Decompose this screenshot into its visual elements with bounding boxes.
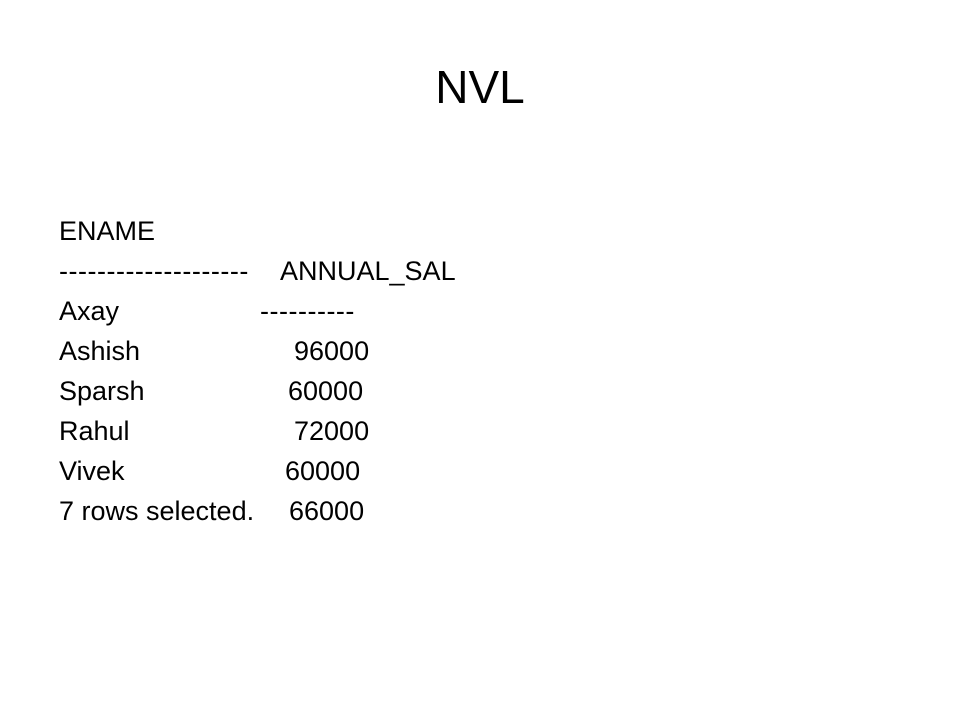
annual-sal-cell: 96000 [294,336,370,366]
ename-cell: Rahul [59,416,130,446]
column-header-annual-sal: ANNUAL_SAL [280,256,456,286]
ename-cell: Ashish [59,336,141,366]
query-output [59,171,919,531]
ename-cell: Vivek [59,456,125,486]
annual-sal-cell: 72000 [294,416,370,446]
annual-sal-cell: 60000 [285,456,361,486]
annual-sal-cell: 60000 [288,376,364,406]
column-header-row [59,171,919,286]
slide-title: NVL [435,61,525,113]
ename-cell: Axay [59,296,120,326]
blank-line [59,451,919,491]
separator-annual-sal: ---------- [260,296,355,326]
ename-cell: Sparsh [59,376,145,406]
column-header-ename: ENAME [59,216,156,246]
annual-sal-cell: 66000 [289,496,365,526]
rows-selected-footer: 7 rows selected. [59,496,255,526]
separator-ename: -------------------- [59,256,249,286]
